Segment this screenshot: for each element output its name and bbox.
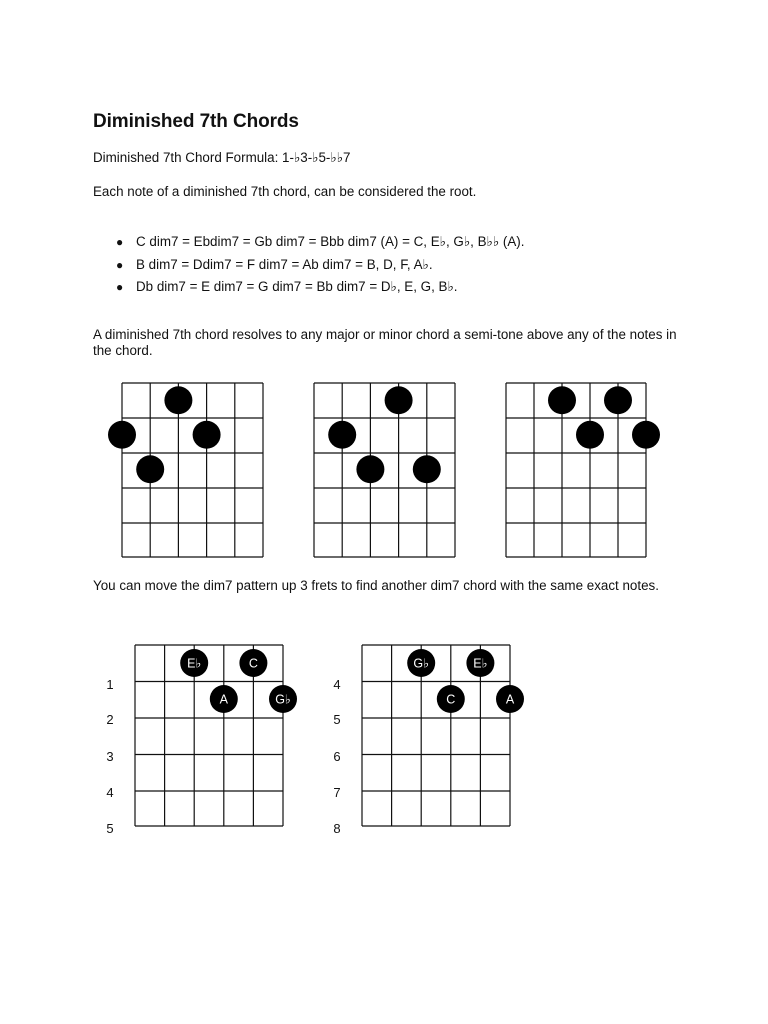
dim7-position-4 <box>333 645 524 836</box>
note-label: A <box>219 692 228 707</box>
resolve-paragraph: A diminished 7th chord resolves to any major or minor chord a semi-tone above any of the notes in the chord. <box>93 327 677 358</box>
finger-dot <box>108 421 136 449</box>
note-label: G♭ <box>275 692 291 707</box>
fret-number-label: 5 <box>333 712 341 727</box>
fret-number-label: 2 <box>106 712 114 727</box>
note-label: E♭ <box>187 656 202 671</box>
finger-dot <box>356 455 384 483</box>
bullet-icon: ● <box>116 280 124 294</box>
intro-text: Each note of a diminished 7th chord, can be considered the root. <box>93 184 477 199</box>
finger-dot <box>385 386 413 414</box>
chord-formula: Diminished 7th Chord Formula: 1-♭3-♭5-♭♭7 <box>93 150 351 165</box>
fret-number-label: 6 <box>333 749 341 764</box>
note-label: C <box>446 692 456 707</box>
list-item-text: Db dim7 = E dim7 = G dim7 = Bb dim7 = D♭, E, G, B♭. <box>136 279 458 294</box>
finger-dot <box>193 421 221 449</box>
page-title: Diminished 7th Chords <box>93 111 299 132</box>
dim7-shape-3 <box>506 383 660 557</box>
note-label: A <box>505 692 515 707</box>
finger-dot <box>164 386 192 414</box>
finger-dot <box>328 421 356 449</box>
finger-dot <box>604 386 632 414</box>
move-paragraph: You can move the dim7 pattern up 3 frets to find another dim7 chord with the same exact notes. <box>93 578 659 593</box>
fret-number-label: 4 <box>333 677 341 692</box>
dim7-shape-2 <box>314 383 455 557</box>
finger-dot <box>548 386 576 414</box>
finger-dot <box>576 421 604 449</box>
fret-number-label: 1 <box>106 677 114 692</box>
finger-dot <box>632 421 660 449</box>
dim7-shape-1 <box>108 383 263 557</box>
fret-number-label: 8 <box>333 821 341 836</box>
list-item-text: C dim7 = Ebdim7 = Gb dim7 = Bbb dim7 (A) = C, E♭, G♭, B♭♭ (A). <box>136 234 525 249</box>
bullet-icon: ● <box>116 257 124 272</box>
note-label: G♭ <box>413 656 430 671</box>
fret-number-label: 5 <box>106 821 114 836</box>
bullet-icon: ● <box>116 235 124 249</box>
fret-number-label: 3 <box>106 749 114 764</box>
list-item-text: B dim7 = Ddim7 = F dim7 = Ab dim7 = B, D, F, A♭. <box>136 256 433 272</box>
note-label: E♭ <box>473 656 488 671</box>
fret-number-label: 4 <box>106 785 114 800</box>
finger-dot <box>136 455 164 483</box>
finger-dot <box>413 455 441 483</box>
dim7-position-1 <box>106 645 297 836</box>
fret-number-label: 7 <box>333 785 341 800</box>
note-label: C <box>248 656 258 671</box>
